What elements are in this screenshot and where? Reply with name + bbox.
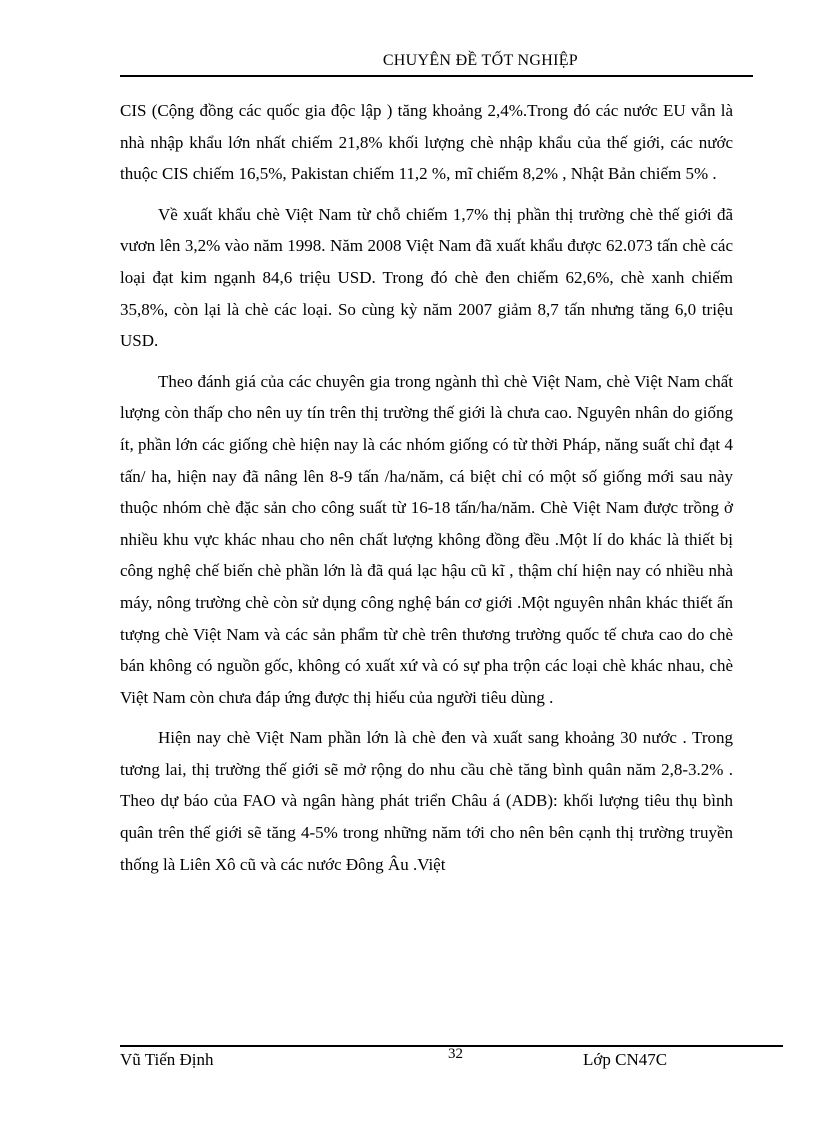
paragraph-continued: CIS (Cộng đồng các quốc gia độc lập ) tăng khoảng 2,4%.Trong đó các nước EU vẫn là nhà nhập khẩu lớn nhất chiếm 21,8% khối lượng chè nhập khẩu của thế giới, các nước thuộc CIS chiếm 16,5%, Pakistan chiếm 11,2 %, mĩ chiếm 8,2% , Nhật Bản chiếm 5% .: [120, 101, 733, 184]
footer-author: Vũ Tiến Định: [120, 1050, 214, 1069]
paragraph-export: Về xuất khẩu chè Việt Nam từ chỗ chiếm 1,7% thị phần thị trường chè thế giới đã vươn lên 3,2% vào năm 1998. Năm 2008 Việt Nam đã xuất khẩu được 62.073 tấn chè các loại đạt kim ngạnh 84,6 triệu USD. Trong đó chè đen chiếm 62,6%, chè xanh chiếm 35,8%, còn lại là chè các loại. So cùng kỳ năm 2007 giảm 8,7 tấn nhưng tăng 6,0 triệu USD.: [120, 204, 733, 351]
document-body: [120, 95, 733, 889]
page-number: 32: [448, 1046, 463, 1062]
footer-class: Lớp CN47C: [583, 1050, 668, 1069]
header-divider: [120, 75, 753, 77]
paragraph-quality: Theo đánh giá của các chuyên gia trong ngành thì chè Việt Nam, chè Việt Nam chất lượng còn thấp cho nên uy tín trên thị trường thế giới là chưa cao. Nguyên nhân do giống ít, phần lớn các giống chè hiện nay là các nhóm giống có từ thời Pháp, năng suất chỉ đạt 4 tấn/ ha, hiện nay đã nâng lên 8-9 tấn /ha/năm, cá biệt chỉ có một số giống mới sau này thuộc nhóm chè đặc sản cho công suất từ 16-18 tấn/ha/năm. Chè Việt Nam được trồng ở nhiều khu vực khác nhau cho nên chất lượng không đồng đều .Một lí do khác là thiết bị công nghệ chế biến chè phần lớn là đã quá lạc hậu cũ kĩ , thậm chí hiện nay có nhiều nhà máy, nông trường chè còn sử dụng công nghệ bán cơ giới .Một nguyên nhân khác thiết ấn tượng chè Việt Nam và các sản phẩm từ chè trên thương trường quốc tế chưa cao do chè bán không có nguồn gốc, không có xuất xứ và có sự pha trộn các loại chè khác nhau, chè Việt Nam còn chưa đáp ứng được thị hiếu của người tiêu dùng .: [120, 371, 733, 707]
header-title: CHUYÊN ĐỀ TỐT NGHIỆP: [382, 52, 578, 69]
paragraph-outlook: Hiện nay chè Việt Nam phần lớn là chè đen và xuất sang khoảng 30 nước . Trong tương lai, thị trường thế giới sẽ mở rộng do nhu cầu chè tăng bình quân năm 2,8-3.2% . Theo dự báo của FAO và ngân hàng phát triển Châu á (ADB): khối lượng tiêu thụ bình quân trên thế giới sẽ tăng 4-5% trong những năm tới cho nên bên cạnh thị trường truyền thống là Liên Xô cũ và các nước Đông Âu .Việt: [120, 728, 733, 874]
